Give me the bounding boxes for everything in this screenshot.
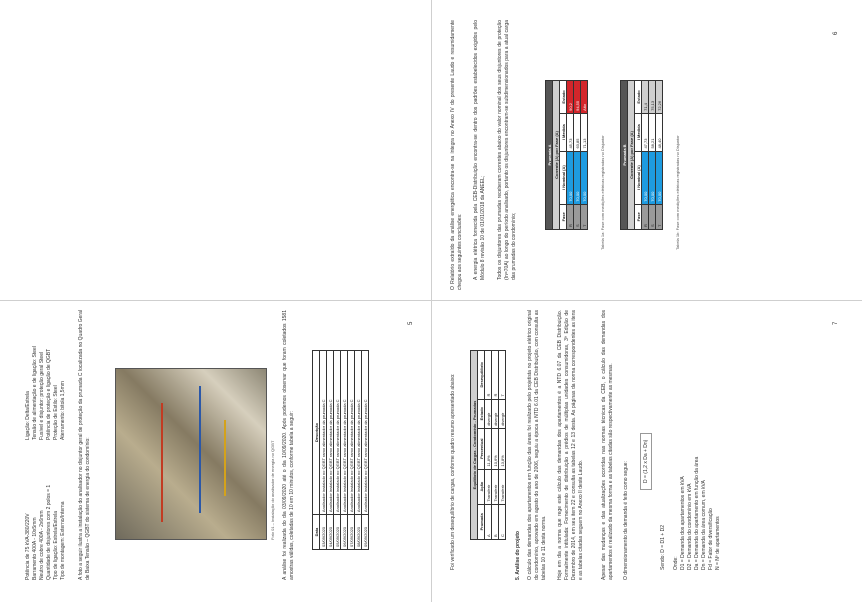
paragraph: Hoje em dia a norma que rege este cálculo das demandas dos apartamentos é a NTD 6.07 da CEB Distribuição. Formalmente intitulada: Fornecimento de distribuição a prédios de múltiplas unidades consumidoras, 3ª Edição de Dezembro de 2014, em seu item 22 e consulta as tabelas 12 e 13 desta. As páginas da norma correspondentes as itens e as tabelas citadas seguem no Anexo II deste Laudo. <box>557 310 584 580</box>
meta-line: Potência de proteção e ligação de QGBT <box>46 348 52 440</box>
meta-line: Tensão de alimentação e de ligação: Steel <box>32 346 38 440</box>
page-5 <box>20 310 420 580</box>
page-divider-horizontal <box>0 300 862 301</box>
table-row: 09/09/2020 Analisador instalado no QGBT ramo alimentador da prumada C <box>362 351 369 550</box>
meta-line: Barramento 400A - 10x5mm <box>32 517 38 580</box>
table-row: C Transferir 13,8% divergir T <box>499 351 506 540</box>
table-row: 05/09/2020 Analisador instalado no QGBT ramo alimentador da prumada C <box>334 351 341 550</box>
page-number: 6 <box>833 31 839 35</box>
samples-table <box>312 350 369 550</box>
bullet-breakers: Todos os disjuntores das prumadas receberam correntes abaixo do valor nominal dos seus disjuntores de proteção (In=70A) ao longo do período analisado, portanto os disjuntores encontram-se subdimensionados para a atual carga das prumadas do condomínio; <box>497 20 517 280</box>
table-row: 06/09/2020 Analisador instalado no QGBT ramo alimentador da prumada C <box>341 351 348 550</box>
table-row: R 70,00 45,73 90,2 <box>567 81 574 230</box>
table-caption: Tabela 1b: Fase com medições elétricas registradas no Disjuntor <box>675 135 680 250</box>
imbalance-table: Equilíbrio de Cargas - Condomínio - Prumadas Prumada Ação Percentual Estado Desequilíbrio A Transferir 11,8% divergir R B Transferir 10,6% divergir R C Transferir 13,8% divergir T <box>470 350 506 540</box>
meta-line: Tipo de montagem: Externo/Interna <box>60 501 66 580</box>
formula-box: D = (1,2 x Da + Dn) <box>640 433 652 490</box>
table-row: S 70,00 58,21 75,13 <box>649 81 656 230</box>
bullet-energy: A energia elétrica fornecida pela CEB-Distribuição encontra-se dentro dos padrões estabelecidos exigidos pelo Módulo 8 revisão 10 de 01/01/2018 da ANEEL; <box>473 20 486 280</box>
paragraph: O cálculo das demandas dos apartamentos em função das áreas foi realizado pelo projetista no projeto elétrico original do condomínio, aprovado em agosto do ano de 2006, seguiu a época a NTD 6.01 da CEB Distribuição, com consulta as tabelas 10 e 11 desta norma. <box>527 310 547 580</box>
meta-line: Neutro de cobre 400A - 2x6mm <box>39 510 45 580</box>
paragraph: O dimensionamento da demanda é feito como segue: <box>623 461 629 580</box>
page-7 <box>445 310 845 580</box>
formula-line: Sendo: D = D1 + D2 <box>660 524 666 570</box>
summary-paragraph: O Relatório extraído da análise energética encontra-se na íntegra no Anexo IV do presente Laudo e resumidamente chegou aos seguintes conclusões: <box>450 20 463 290</box>
current-table-b: Prumada B Corrente (A) por Fase (A) Fase I Nominal (A) I Medida Estado R 70,00 47,73 71,4 S 70,00 58,21 75,13 T 70,00 48,40 72,26 <box>620 80 663 230</box>
table-caption: Tabela 1a: Fase com medições elétricas registradas no Disjuntor <box>600 135 605 250</box>
meta-line: Quantidade de disjuntores com 2 polos = 1 <box>46 484 52 580</box>
table-row: T 70,00 71,13 Alto <box>581 81 588 230</box>
bullet-imbalance: Foi verificado um desequilíbrio de cargas, conforme quadro resumo apresentado abaixo: <box>450 373 456 570</box>
table-row: A Transferir 11,8% divergir R <box>485 351 492 540</box>
equipment-meta-left <box>25 450 67 580</box>
page-number: 7 <box>833 321 839 325</box>
page-number: 5 <box>408 321 414 325</box>
qgbt-photo <box>115 368 267 540</box>
meta-line: Tipo de ligação: Estrela/Estrela <box>53 510 59 580</box>
intro-paragraph: A foto a seguir ilustra a instalação do analisador no disjuntor geral de proteção da prumada C localizada no Quadro Geral de Baixa Tensão – QGBT do sistema de energia do condomínio: <box>78 310 91 580</box>
table-row: S 70,00 63,85 94,55 <box>574 81 581 230</box>
paragraph: Apesar das mudanças e das atualizações ocorridas nas normas técnicas da CEB, o cálculo das demandas dos apartamentos é realizado da mesma forma e as tabelas citadas são respectivamente as mesmas. <box>601 310 614 580</box>
table-row: 08/09/2020 Analisador instalado no QGBT ramo alimentador da prumada C <box>355 351 362 550</box>
meta-line: Potência de 75 kVA-380/220V <box>25 513 31 580</box>
section-heading: 5. Análise do projeto <box>515 531 521 580</box>
table-row: 07/09/2020 Analisador instalado no QGBT ramo alimentador da prumada C <box>348 351 355 550</box>
table-row: B Transferir 10,6% divergir R <box>492 351 499 540</box>
formula-notes: Onde: D1 = Demanda dos apartamentos em kVA D2 = Demanda do condomínio em kVA Da = Demanda do apartamento em função da área Dn = Demanda da área comum, em kVA Fd = Fator de diversificação N = Nº de apartamentos <box>673 456 721 570</box>
meta-line: Aterramento: bitola 1,5mm <box>60 381 66 440</box>
page-divider-vertical <box>431 0 432 602</box>
meta-line: Ligação: Delta/Estrela <box>25 391 31 440</box>
table-row: 03/09/2020 Analisador instalado no QGBT ramo alimentador da prumada C <box>320 351 327 550</box>
equipment-meta-right <box>25 310 67 440</box>
photo-caption: Foto 01 – Instalação do analisador de energia no QGBT <box>270 440 275 540</box>
table-row: R 70,00 47,73 71,4 <box>642 81 649 230</box>
table-header: Data <box>313 515 320 550</box>
table-header: Descrição <box>313 351 320 515</box>
table-row: T 70,00 48,40 72,26 <box>656 81 663 230</box>
table-row: 04/09/2020 Analisador instalado no QGBT ramo alimentador da prumada C <box>327 351 334 550</box>
meta-line: Fusível e disjuntor: proteção geral Steel <box>39 351 45 440</box>
page-6 <box>445 20 845 290</box>
current-table-a: Prumada A Corrente (A) por Fase (A) Fase I Nominal (A) I Medida Estado R 70,00 45,73 90,2 S 70,00 63,85 94,55 T 70,00 71,13 Alto <box>545 80 588 230</box>
analysis-paragraph: A análise foi realizada do dia 03/09/2020 até o dia 10/09/2020. Após podemos observar que foram coletados 1581 amostras válidas, coletadas de 10 em 10 minutos, conforme tabela a seguir: <box>282 310 295 580</box>
meta-line: Proteção de Estilo: Steel <box>53 385 59 440</box>
